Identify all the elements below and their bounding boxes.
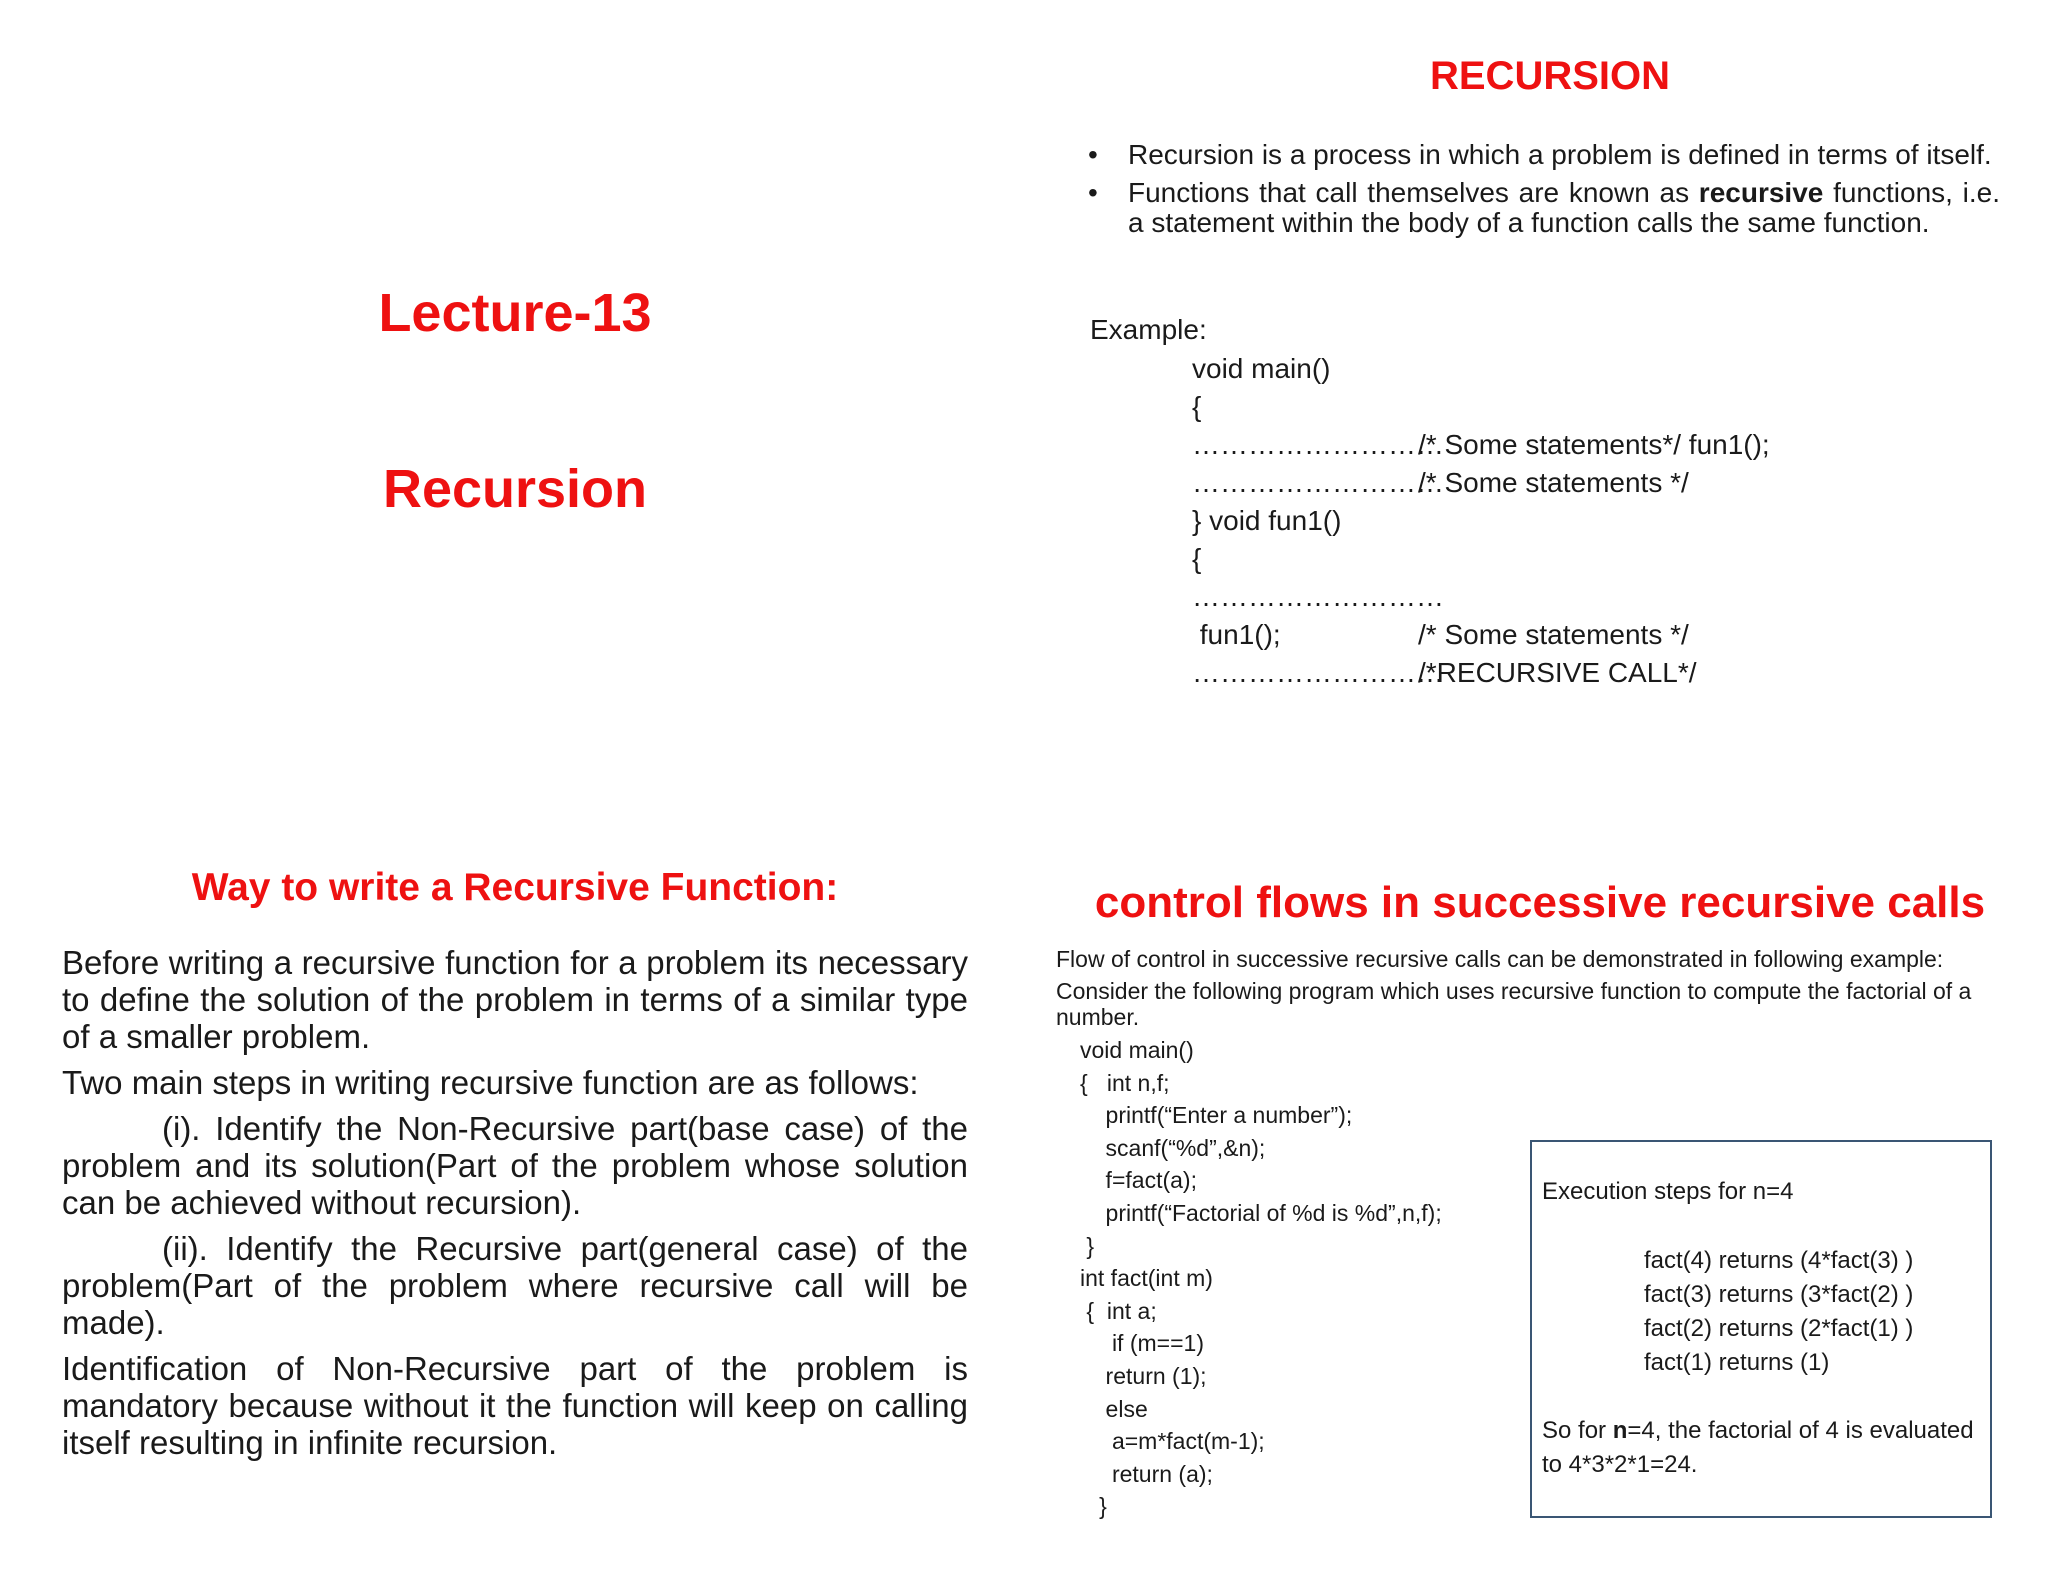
example-code-comments: /* Some statements*/ fun1(); /* Some statements */ /* Some statements */ /*RECURSIVE CALL*/ (1418, 429, 1770, 688)
bullet-text: functions, i.e. a statement within the body of a function calls the same function. (1128, 177, 2000, 238)
paragraph: Before writing a recursive function for a problem its necessary to define the solution of the problem in terms of a similar type of a smaller problem. (62, 944, 968, 1055)
example-label: Example: (1090, 314, 1207, 345)
definition-list (1088, 140, 2000, 246)
recursive-function-heading: Way to write a Recursive Function: (191, 866, 839, 909)
paragraph: Consider the following program which uses recursive function to compute the factorial of a number. (1056, 978, 1972, 1030)
recursion-heading: RECURSION (1429, 54, 1671, 98)
definition-bullet (1088, 140, 2000, 170)
summary-text: So for (1542, 1417, 1613, 1444)
lecture-subtitle: Recursion (382, 459, 648, 519)
execution-steps: fact(4) returns (4*fact(3) ) fact(3) returns (3*fact(2) ) fact(2) returns (2*fact(1) ) fact(1) returns (1) (1644, 1247, 1914, 1376)
execution-summary (1542, 1414, 1982, 1482)
definition-bullet (1088, 178, 2000, 238)
step-item: (ii). Identify the Recursive part(general case) of the problem(Part of the problem where recursive call will be made). (62, 1230, 968, 1341)
bold-term: recursive (1698, 177, 1824, 208)
lecture-title: Lecture-13 (378, 283, 652, 343)
bullet-text: Recursion is a process in which a problem is defined in terms of itself. (1128, 139, 1992, 170)
box-title: Execution steps for n=4 (1542, 1178, 1794, 1205)
factorial-code: void main() { int n,f; printf(“Enter a number”); scanf(“%d”,&n); f=fact(a); printf(“Factorial of %d is %d”,n,f); } int fact(int m) { int a; if (m==1) return (1); else a=m*fact(m-1); return (a); } (1080, 1037, 1442, 1520)
recursive-function-body (62, 944, 968, 1470)
example-code: void main() { ……………………… ……………………… } void fun1() { ……………………… fun1(); ……………………… (1192, 353, 1444, 688)
step-item: (i). Identify the Non-Recursive part(base case) of the problem and its solution(Part of the problem whose solution can be achieved without recursion). (62, 1110, 968, 1221)
bullet-text: Functions that call themselves are known as (1128, 177, 1699, 208)
execution-steps-box (1530, 1140, 1992, 1518)
summary-text: =4, the factorial of 4 is evaluated to 4*3*2*1=24. (1542, 1417, 1974, 1478)
control-flow-intro (1056, 946, 2016, 1036)
bold-term: n (1612, 1417, 1628, 1444)
paragraph: Two main steps in writing recursive function are as follows: (62, 1064, 919, 1101)
paragraph: Identification of Non-Recursive part of the problem is mandatory because without it the function will keep on calling itself resulting in infinite recursion. (62, 1350, 968, 1461)
paragraph: Flow of control in successive recursive calls can be demonstrated in following example: (1056, 946, 1944, 972)
control-flow-heading: control flows in successive recursive calls (1094, 878, 1986, 927)
